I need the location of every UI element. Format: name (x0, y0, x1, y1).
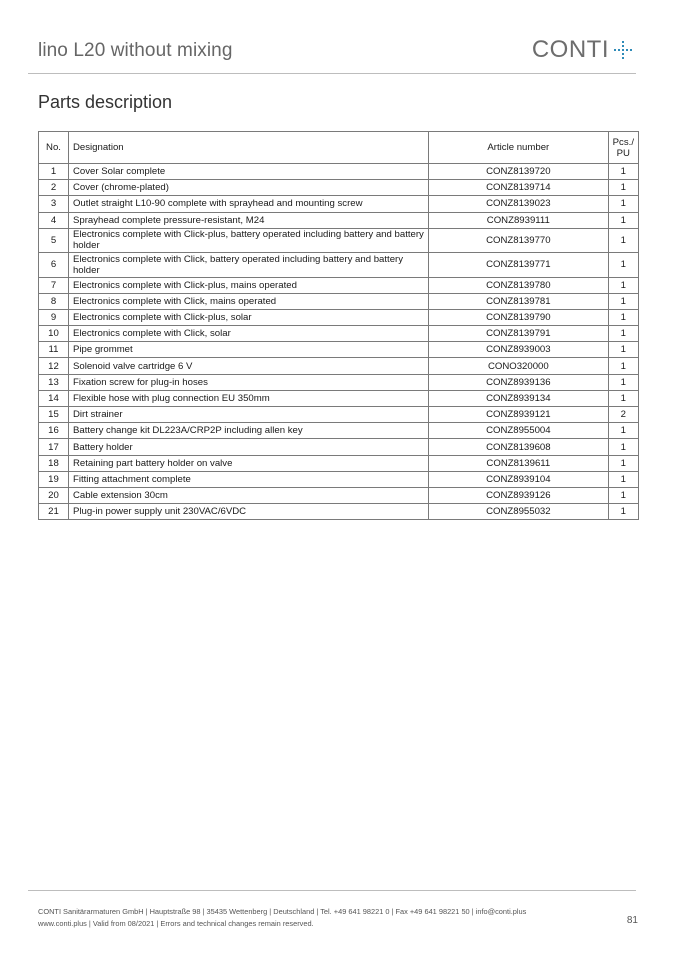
table-row (39, 439, 639, 455)
cell-article-number: CONZ8939126 (429, 487, 609, 503)
table-row (39, 342, 639, 358)
cell-article-number: CONZ8939134 (429, 390, 609, 406)
cell-article-number: CONZ8939136 (429, 374, 609, 390)
cell-article-number: CONZ8955004 (429, 423, 609, 439)
cell-no: 4 (39, 212, 69, 228)
cell-designation: Dirt strainer (68, 407, 428, 423)
cell-designation: Battery change kit DL223A/CRP2P including allen key (68, 423, 428, 439)
table-row (39, 212, 639, 228)
cell-pcs: 1 (608, 423, 638, 439)
cell-pcs: 1 (608, 212, 638, 228)
table-row (39, 164, 639, 180)
cell-no: 20 (39, 487, 69, 503)
parts-table (38, 131, 639, 520)
cell-designation: Outlet straight L10-90 complete with sprayhead and mounting screw (68, 196, 428, 212)
page-number: 81 (626, 915, 638, 926)
table-row (39, 407, 639, 423)
cell-designation: Electronics complete with Click, battery operated including battery and battery holder (68, 253, 428, 277)
cell-designation: Battery holder (68, 439, 428, 455)
cell-designation: Electronics complete with Click-plus, battery operated including battery and battery holder (68, 228, 428, 252)
cell-no: 9 (39, 309, 69, 325)
cell-designation: Plug-in power supply unit 230VAC/6VDC (68, 504, 428, 520)
table-row (39, 374, 639, 390)
cell-article-number: CONZ8139791 (429, 326, 609, 342)
header-no: No. (39, 132, 69, 164)
cell-pcs: 1 (608, 358, 638, 374)
plus-mark-icon (612, 39, 634, 61)
table-row (39, 487, 639, 503)
cell-designation: Flexible hose with plug connection EU 350mm (68, 390, 428, 406)
table-row (39, 504, 639, 520)
cell-no: 21 (39, 504, 69, 520)
conti-logo (532, 36, 634, 64)
cell-article-number: CONZ8139608 (429, 439, 609, 455)
cell-designation: Solenoid valve cartridge 6 V (68, 358, 428, 374)
cell-no: 18 (39, 455, 69, 471)
cell-no: 12 (39, 358, 69, 374)
cell-pcs: 1 (608, 180, 638, 196)
cell-pcs: 1 (608, 293, 638, 309)
cell-article-number: CONZ8139770 (429, 228, 609, 252)
cell-no: 8 (39, 293, 69, 309)
cell-pcs: 1 (608, 164, 638, 180)
cell-no: 13 (39, 374, 69, 390)
table-row (39, 326, 639, 342)
cell-pcs: 1 (608, 374, 638, 390)
header-article-number: Article number (429, 132, 609, 164)
cell-pcs: 1 (608, 504, 638, 520)
cell-article-number: CONZ8139781 (429, 293, 609, 309)
table-row (39, 180, 639, 196)
header-pcs-pu (608, 132, 638, 164)
table-row (39, 423, 639, 439)
cell-no: 19 (39, 471, 69, 487)
cell-pcs: 1 (608, 277, 638, 293)
cell-pcs: 1 (608, 487, 638, 503)
cell-designation: Cable extension 30cm (68, 487, 428, 503)
cell-designation: Pipe grommet (68, 342, 428, 358)
cell-article-number: CONO320000 (429, 358, 609, 374)
table-row (39, 309, 639, 325)
cell-pcs: 1 (608, 326, 638, 342)
cell-article-number: CONZ8139771 (429, 253, 609, 277)
cell-article-number: CONZ8939121 (429, 407, 609, 423)
brand-wordmark: CONTI (531, 36, 609, 63)
cell-article-number: CONZ8939104 (429, 471, 609, 487)
cell-no: 5 (39, 228, 69, 252)
cell-article-number: CONZ8139790 (429, 309, 609, 325)
cell-article-number: CONZ8939111 (429, 212, 609, 228)
cell-no: 10 (39, 326, 69, 342)
cell-pcs: 2 (608, 407, 638, 423)
cell-no: 14 (39, 390, 69, 406)
table-row (39, 228, 639, 252)
cell-article-number: CONZ8139611 (429, 455, 609, 471)
document-title: lino L20 without mixing (38, 40, 233, 61)
cell-article-number: CONZ8139720 (429, 164, 609, 180)
footer-company-line: CONTI Sanitärarmaturen GmbH | Hauptstraße 98 | 35435 Wettenberg | Deutschland | Tel. +49 641 98221 0 | Fax +49 641 98221 50 | info@conti.plus (38, 907, 527, 916)
cell-pcs: 1 (608, 455, 638, 471)
cell-pcs: 1 (608, 342, 638, 358)
cell-designation: Cover (chrome-plated) (68, 180, 428, 196)
table-row (39, 253, 639, 277)
table-row (39, 455, 639, 471)
cell-article-number: CONZ8139023 (429, 196, 609, 212)
cell-no: 15 (39, 407, 69, 423)
cell-pcs: 1 (608, 471, 638, 487)
cell-designation: Electronics complete with Click, mains operated (68, 293, 428, 309)
cell-designation: Fixation screw for plug-in hoses (68, 374, 428, 390)
cell-no: 11 (39, 342, 69, 358)
cell-article-number: CONZ8939003 (429, 342, 609, 358)
table-row (39, 358, 639, 374)
footer-divider (28, 890, 636, 891)
cell-article-number: CONZ8139780 (429, 277, 609, 293)
cell-no: 16 (39, 423, 69, 439)
cell-no: 6 (39, 253, 69, 277)
cell-no: 2 (39, 180, 69, 196)
cell-pcs: 1 (608, 309, 638, 325)
cell-designation: Electronics complete with Click-plus, solar (68, 309, 428, 325)
cell-pcs: 1 (608, 253, 638, 277)
parts-table-body (39, 164, 639, 520)
cell-article-number: CONZ8139714 (429, 180, 609, 196)
table-row (39, 471, 639, 487)
cell-designation: Electronics complete with Click-plus, mains operated (68, 277, 428, 293)
cell-article-number: CONZ8955032 (429, 504, 609, 520)
cell-designation: Cover Solar complete (68, 164, 428, 180)
cell-pcs: 1 (608, 228, 638, 252)
table-row (39, 277, 639, 293)
cell-designation: Sprayhead complete pressure-resistant, M24 (68, 212, 428, 228)
cell-no: 1 (39, 164, 69, 180)
cell-no: 3 (39, 196, 69, 212)
header-pcs: Pcs./ (612, 136, 634, 148)
table-row (39, 390, 639, 406)
cell-designation: Retaining part battery holder on valve (68, 455, 428, 471)
cell-designation: Fitting attachment complete (68, 471, 428, 487)
footer-validity-line: www.conti.plus | Valid from 08/2021 | Errors and technical changes remain reserved. (38, 919, 314, 928)
section-title: Parts description (38, 92, 173, 112)
header-pu: PU (616, 147, 630, 159)
header-divider (28, 73, 636, 74)
cell-no: 7 (39, 277, 69, 293)
cell-pcs: 1 (608, 390, 638, 406)
cell-pcs: 1 (608, 196, 638, 212)
header-designation: Designation (68, 132, 428, 164)
cell-no: 17 (39, 439, 69, 455)
cell-pcs: 1 (608, 439, 638, 455)
table-row (39, 293, 639, 309)
footer-text (38, 906, 526, 930)
cell-designation: Electronics complete with Click, solar (68, 326, 428, 342)
table-row (39, 196, 639, 212)
table-header-row (39, 132, 639, 164)
